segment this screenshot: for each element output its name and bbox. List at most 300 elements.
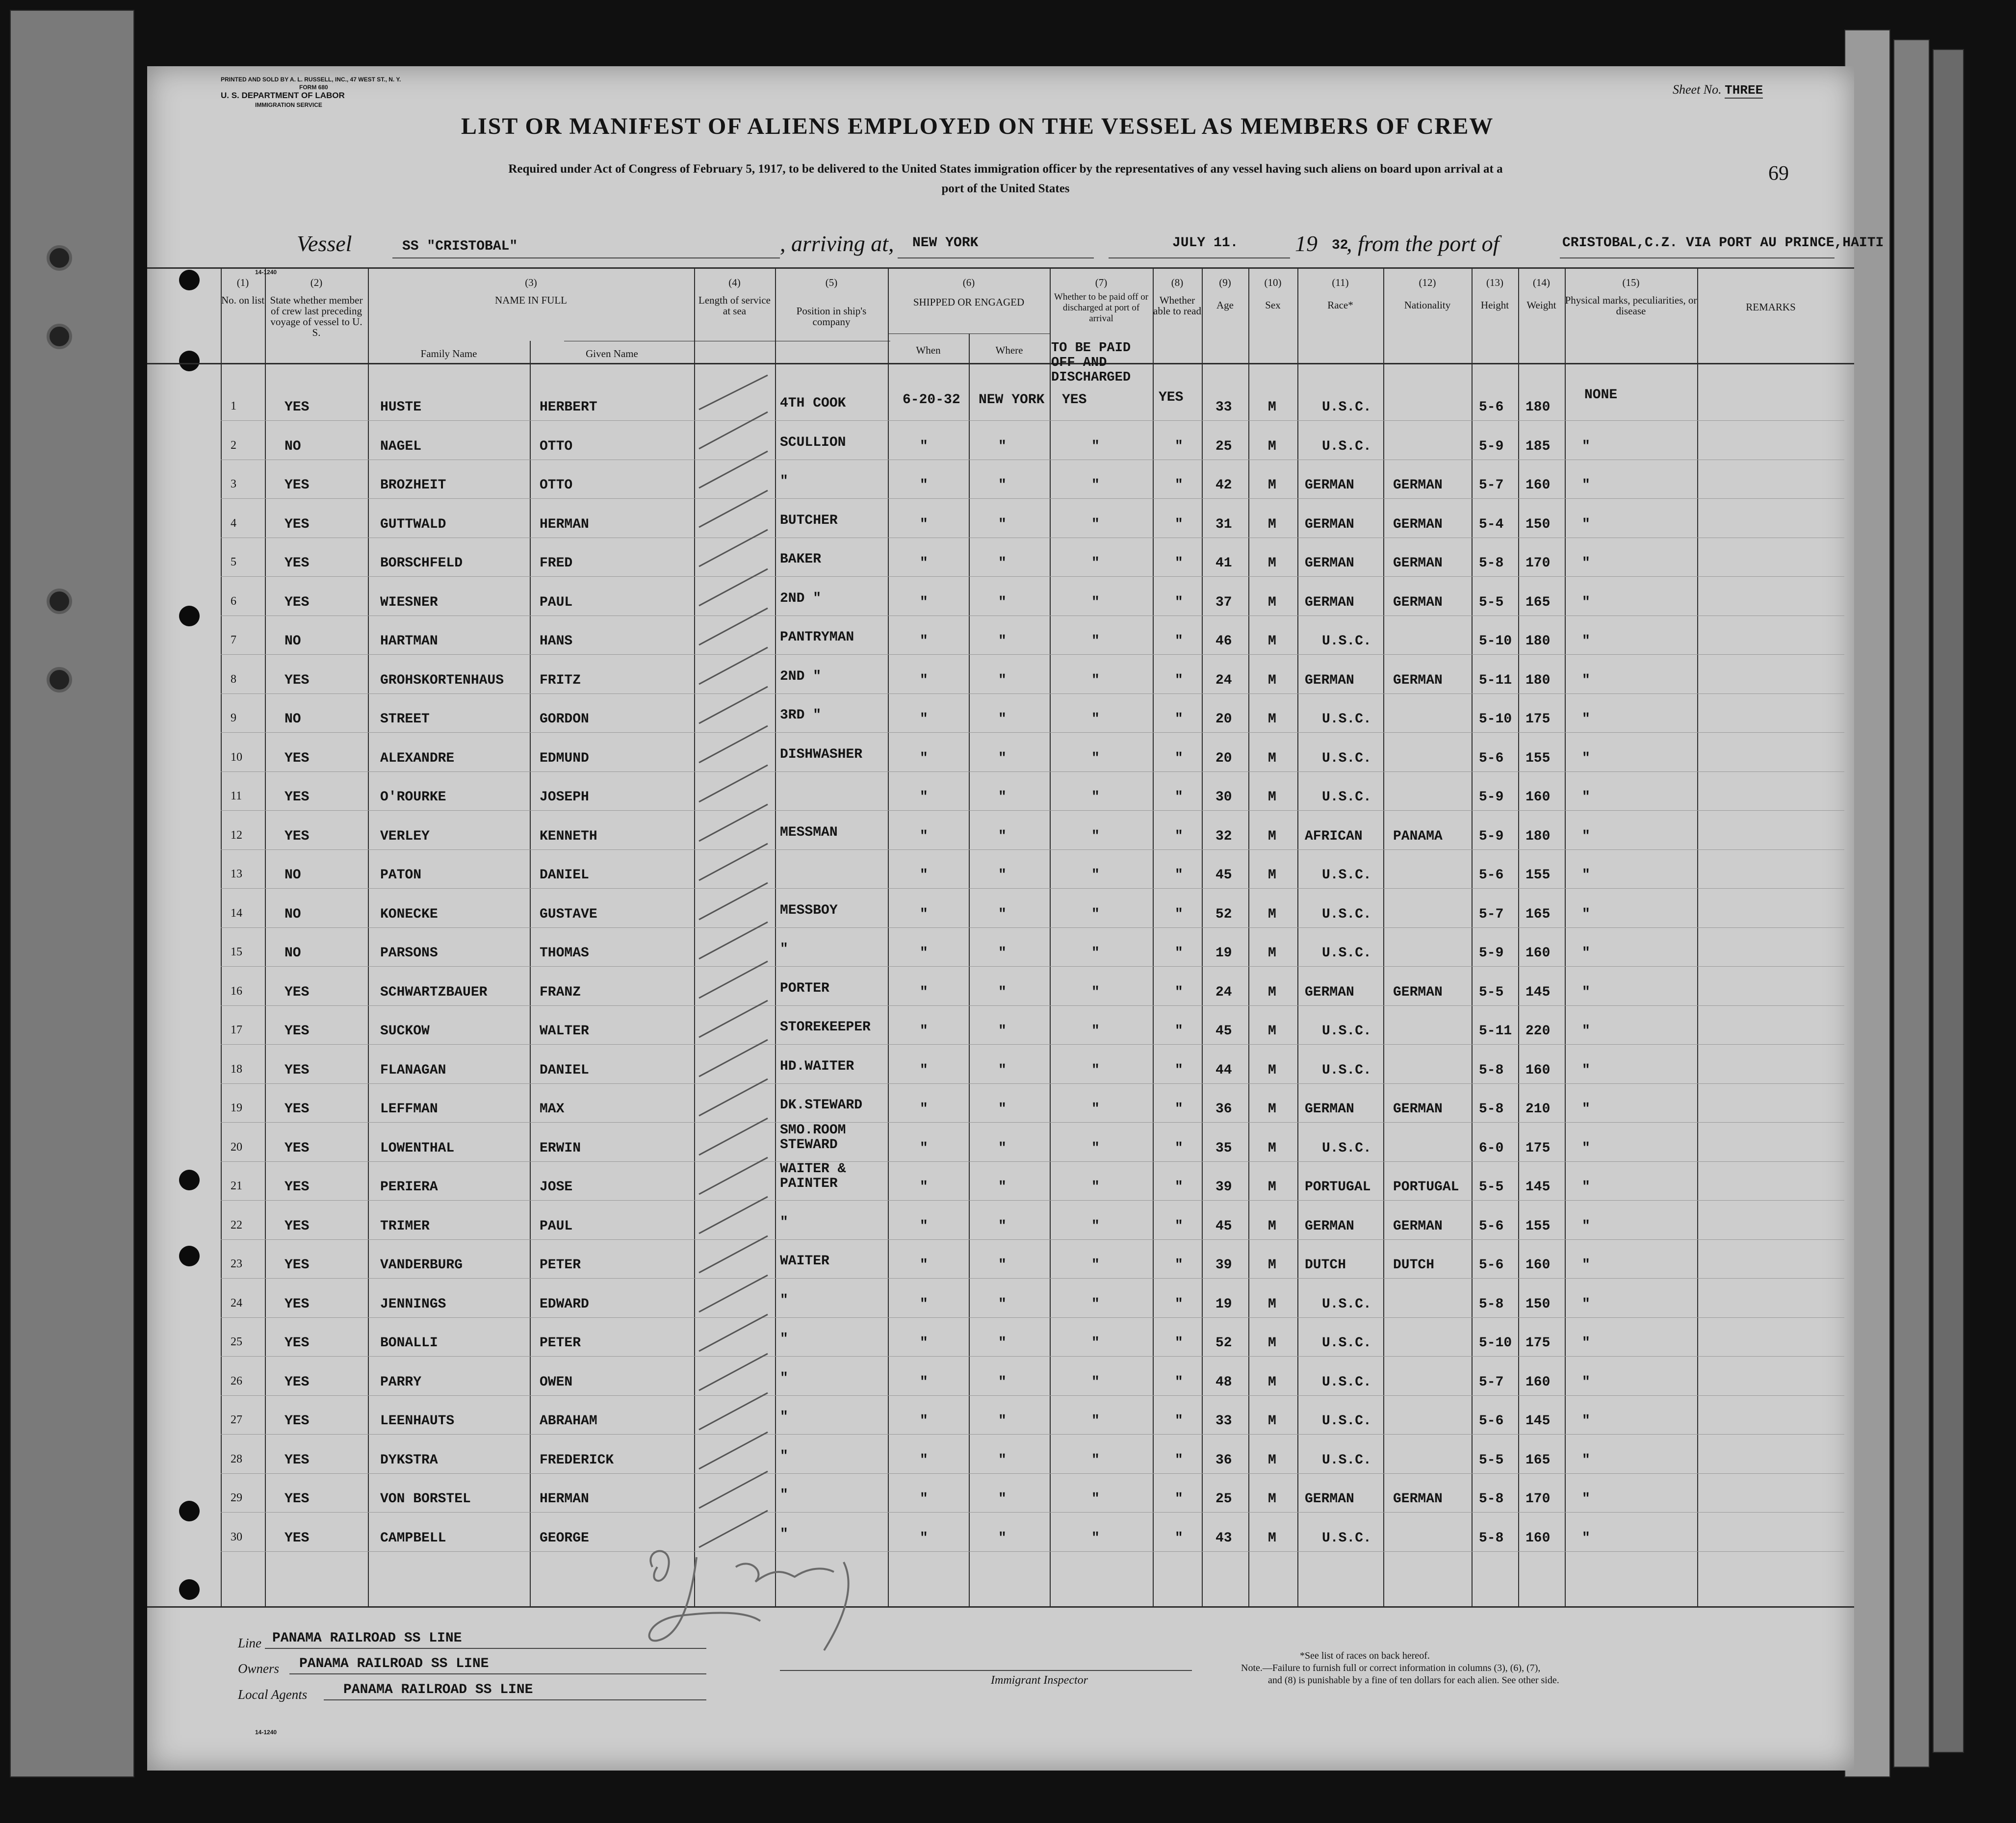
vessel-label: Vessel — [297, 231, 352, 256]
row-20-height: 6-0 — [1479, 1140, 1504, 1156]
row-1-age: 33 — [1215, 400, 1232, 415]
row-16-sex: M — [1268, 984, 1276, 1000]
binder-ring — [47, 667, 72, 693]
row-18-paid-ditto: " — [1091, 1062, 1100, 1078]
row-27-nationality: U.S.C. — [1322, 1413, 1371, 1429]
row-15-read-ditto: " — [1175, 946, 1183, 961]
row-4-race: GERMAN — [1305, 516, 1354, 532]
row-22-previous-voyage: YES — [284, 1218, 310, 1234]
row-22-weight: 155 — [1525, 1218, 1551, 1234]
row-9-read-ditto: " — [1175, 712, 1183, 727]
row-24-read-ditto: " — [1175, 1296, 1183, 1312]
table-row-rule — [221, 1005, 1844, 1006]
row-5-sex: M — [1268, 556, 1276, 571]
row-23-previous-voyage: YES — [284, 1258, 310, 1273]
row-26-height: 5-7 — [1479, 1374, 1504, 1390]
row-1-family-name: HUSTE — [380, 400, 422, 415]
table-row-rule — [221, 1122, 1844, 1123]
row-25-shipped-where-ditto: " — [998, 1335, 1007, 1351]
header-bottom-rule — [147, 363, 1854, 364]
row-26-given-name: OWEN — [540, 1374, 573, 1390]
row-28-shipped-where-ditto: " — [998, 1452, 1007, 1468]
row-9-position: 3RD " — [780, 708, 822, 723]
arriving-label: , arriving at, — [780, 231, 894, 256]
row-5-read-ditto: " — [1175, 556, 1183, 571]
row-18-height: 5-8 — [1479, 1062, 1504, 1078]
row-16-paid-ditto: " — [1091, 984, 1100, 1000]
row-15-row-number: 15 — [231, 946, 242, 958]
row-16-race: GERMAN — [1305, 984, 1354, 1000]
row-9-paid-ditto: " — [1091, 712, 1100, 727]
binder-ring — [47, 245, 72, 271]
row-30-position: " — [780, 1526, 788, 1542]
row-17-height: 5-11 — [1479, 1024, 1512, 1039]
row-5-age: 41 — [1215, 556, 1232, 571]
row-13-height: 5-6 — [1479, 868, 1504, 883]
row-4-position: BUTCHER — [780, 513, 838, 528]
row-6-previous-voyage: YES — [284, 594, 310, 610]
row-7-marks-ditto: " — [1582, 634, 1590, 649]
row-19-read-ditto: " — [1175, 1102, 1183, 1117]
row-22-read-ditto: " — [1175, 1218, 1183, 1234]
row-27-age: 33 — [1215, 1413, 1232, 1429]
row-17-previous-voyage: YES — [284, 1024, 310, 1039]
row-17-marks-ditto: " — [1582, 1024, 1590, 1039]
row-7-age: 46 — [1215, 634, 1232, 649]
row-22-nationality: GERMAN — [1393, 1218, 1443, 1234]
row-15-position: " — [780, 942, 788, 957]
sheet-label: Sheet No. — [1673, 82, 1722, 97]
row-27-shipped-where-ditto: " — [998, 1413, 1007, 1429]
row-13-nationality: U.S.C. — [1322, 868, 1371, 883]
row-8-shipped-when-ditto: " — [920, 672, 928, 688]
back-sheet-edge — [1893, 39, 1930, 1768]
row-18-position: HD.WAITER — [780, 1058, 854, 1074]
row-11-paid-ditto: " — [1091, 790, 1100, 805]
row-18-row-number: 18 — [231, 1062, 242, 1076]
row-16-age: 24 — [1215, 984, 1232, 1000]
row-16-marks-ditto: " — [1582, 984, 1590, 1000]
row-26-row-number: 26 — [231, 1374, 242, 1387]
row-1-nationality: U.S.C. — [1322, 400, 1371, 415]
row-1-sex: M — [1268, 400, 1276, 415]
row-13-read-ditto: " — [1175, 868, 1183, 883]
row-11-given-name: JOSEPH — [540, 790, 589, 805]
table-row-rule — [221, 888, 1844, 889]
row-27-family-name: LEENHAUTS — [380, 1413, 455, 1429]
races-note: *See list of races on back hereof. — [1300, 1650, 1430, 1661]
row-29-shipped-when-ditto: " — [920, 1491, 928, 1507]
row-4-paid-ditto: " — [1091, 516, 1100, 532]
row-6-row-number: 6 — [231, 594, 236, 608]
row-5-given-name: FRED — [540, 556, 573, 571]
row-22-family-name: TRIMER — [380, 1218, 430, 1234]
row-3-paid-ditto: " — [1091, 478, 1100, 493]
row-17-shipped-where-ditto: " — [998, 1024, 1007, 1039]
row-28-nationality: U.S.C. — [1322, 1452, 1371, 1468]
row-12-height: 5-9 — [1479, 828, 1504, 844]
sheet-value: THREE — [1725, 83, 1763, 98]
table-row-rule — [221, 1044, 1844, 1045]
row-8-paid-ditto: " — [1091, 672, 1100, 688]
row-26-age: 48 — [1215, 1374, 1232, 1390]
row-6-position: 2ND " — [780, 591, 822, 606]
table-row-rule — [221, 849, 1844, 850]
year-suffix: 32 — [1332, 238, 1348, 253]
row-14-given-name: GUSTAVE — [540, 906, 597, 922]
row-10-sex: M — [1268, 750, 1276, 766]
row-2-nationality: U.S.C. — [1322, 438, 1371, 454]
row-4-family-name: GUTTWALD — [380, 516, 446, 532]
col-13-header: (13) Height — [1480, 277, 1509, 311]
row-4-nationality: GERMAN — [1393, 516, 1443, 532]
row-9-weight: 175 — [1525, 712, 1551, 727]
row-5-family-name: BORSCHFELD — [380, 556, 463, 571]
row-19-nationality: GERMAN — [1393, 1102, 1443, 1117]
row-20-row-number: 20 — [231, 1140, 242, 1154]
punch-hole — [179, 270, 200, 290]
row-4-sex: M — [1268, 516, 1276, 532]
row-19-marks-ditto: " — [1582, 1102, 1590, 1117]
row-20-age: 35 — [1215, 1140, 1232, 1156]
row-20-weight: 175 — [1525, 1140, 1551, 1156]
row-9-row-number: 9 — [231, 712, 236, 724]
department: U. S. DEPARTMENT OF LABOR — [221, 91, 345, 100]
subtitle-line-1: Required under Act of Congress of February 5, 1917, to be delivered to the United States immigration officer by the representatives of any vessel having such aliens on board upon arrival at a — [508, 162, 1503, 176]
punch-hole — [179, 606, 200, 626]
table-row-rule — [221, 1200, 1844, 1201]
row-9-shipped-where-ditto: " — [998, 712, 1007, 727]
row-14-position: MESSBOY — [780, 902, 838, 918]
row-14-paid-ditto: " — [1091, 906, 1100, 922]
table-row-rule — [221, 420, 1844, 421]
signature-text — [643, 1552, 704, 1564]
row-9-given-name: GORDON — [540, 712, 589, 727]
owners-value: PANAMA RAILROAD SS LINE — [299, 1656, 489, 1671]
row-9-nationality: U.S.C. — [1322, 712, 1371, 727]
row-11-age: 30 — [1215, 790, 1232, 805]
row-19-age: 36 — [1215, 1102, 1232, 1117]
table-row-rule — [221, 1278, 1844, 1279]
row-3-read-ditto: " — [1175, 478, 1183, 493]
row-4-previous-voyage: YES — [284, 516, 310, 532]
col-8-header: (8) Whether able to read — [1153, 277, 1201, 317]
row-18-shipped-where-ditto: " — [998, 1062, 1007, 1078]
row-30-row-number: 30 — [231, 1530, 242, 1543]
row-1-marks: NONE — [1584, 387, 1618, 403]
row-6-race: GERMAN — [1305, 594, 1354, 610]
row-29-marks-ditto: " — [1582, 1491, 1590, 1507]
row-13-given-name: DANIEL — [540, 868, 589, 883]
row-23-position: WAITER — [780, 1254, 829, 1269]
table-row-rule — [221, 1356, 1844, 1357]
row-11-family-name: O'ROURKE — [380, 790, 446, 805]
owners-label: Owners — [238, 1661, 280, 1676]
row-2-paid-ditto: " — [1091, 438, 1100, 454]
punch-hole — [179, 1501, 200, 1521]
row-23-given-name: PETER — [540, 1258, 581, 1273]
row-22-shipped-when-ditto: " — [920, 1218, 928, 1234]
row-28-position: " — [780, 1448, 788, 1464]
row-10-nationality: U.S.C. — [1322, 750, 1371, 766]
row-14-shipped-when-ditto: " — [920, 906, 928, 922]
row-1-weight: 180 — [1525, 400, 1551, 415]
row-28-paid-ditto: " — [1091, 1452, 1100, 1468]
inspector-signature-line — [780, 1670, 1192, 1671]
table-row-rule — [221, 966, 1844, 967]
row-12-weight: 180 — [1525, 828, 1551, 844]
row-28-age: 36 — [1215, 1452, 1232, 1468]
row-10-position: DISHWASHER — [780, 746, 863, 762]
row-5-nationality: GERMAN — [1393, 556, 1443, 571]
table-top-rule — [147, 267, 1854, 269]
row-16-position: PORTER — [780, 980, 829, 996]
row-26-paid-ditto: " — [1091, 1374, 1100, 1390]
row-1-read: YES — [1159, 390, 1184, 405]
row-4-weight: 150 — [1525, 516, 1551, 532]
row-17-row-number: 17 — [231, 1024, 242, 1036]
row-14-height: 5-7 — [1479, 906, 1504, 922]
row-27-height: 5-6 — [1479, 1413, 1504, 1429]
row-12-position: MESSMAN — [780, 824, 838, 840]
row-15-height: 5-9 — [1479, 946, 1504, 961]
row-6-family-name: WIESNER — [380, 594, 438, 610]
row-29-previous-voyage: YES — [284, 1491, 310, 1507]
row-18-marks-ditto: " — [1582, 1062, 1590, 1078]
row-25-sex: M — [1268, 1335, 1276, 1351]
row-16-weight: 145 — [1525, 984, 1551, 1000]
row-15-previous-voyage: NO — [284, 946, 301, 961]
row-30-nationality: U.S.C. — [1322, 1530, 1371, 1546]
row-19-race: GERMAN — [1305, 1102, 1354, 1117]
row-24-family-name: JENNINGS — [380, 1296, 446, 1312]
row-7-read-ditto: " — [1175, 634, 1183, 649]
row-21-previous-voyage: YES — [284, 1180, 310, 1195]
row-14-read-ditto: " — [1175, 906, 1183, 922]
row-25-given-name: PETER — [540, 1335, 581, 1351]
col-10-header: (10) Sex — [1264, 277, 1282, 311]
row-4-read-ditto: " — [1175, 516, 1183, 532]
row-28-marks-ditto: " — [1582, 1452, 1590, 1468]
row-18-age: 44 — [1215, 1062, 1232, 1078]
service: IMMIGRATION SERVICE — [255, 102, 322, 108]
row-27-given-name: ABRAHAM — [540, 1413, 597, 1429]
row-27-row-number: 27 — [231, 1413, 242, 1426]
row-18-given-name: DANIEL — [540, 1062, 589, 1078]
row-6-shipped-when-ditto: " — [920, 594, 928, 610]
col-11-header: (11) Race* — [1327, 277, 1353, 311]
row-16-family-name: SCHWARTZBAUER — [380, 984, 488, 1000]
row-3-nationality: GERMAN — [1393, 478, 1443, 493]
row-3-weight: 160 — [1525, 478, 1551, 493]
row-4-marks-ditto: " — [1582, 516, 1590, 532]
col-3-family-header: Family Name — [420, 348, 477, 359]
row-16-given-name: FRANZ — [540, 984, 581, 1000]
row-24-sex: M — [1268, 1296, 1276, 1312]
row-26-previous-voyage: YES — [284, 1374, 310, 1390]
row-29-age: 25 — [1215, 1491, 1232, 1507]
row-28-given-name: FREDERICK — [540, 1452, 614, 1468]
row-29-shipped-where-ditto: " — [998, 1491, 1007, 1507]
table-row-rule — [221, 498, 1844, 499]
row-14-age: 52 — [1215, 906, 1232, 922]
row-30-previous-voyage: YES — [284, 1530, 310, 1546]
row-30-paid-ditto: " — [1091, 1530, 1100, 1546]
row-16-row-number: 16 — [231, 984, 242, 998]
row-3-shipped-where-ditto: " — [998, 478, 1007, 493]
row-30-family-name: CAMPBELL — [380, 1530, 446, 1546]
row-26-marks-ditto: " — [1582, 1374, 1590, 1390]
table-row-rule — [221, 1317, 1844, 1318]
row-2-previous-voyage: NO — [284, 438, 301, 454]
row-28-height: 5-5 — [1479, 1452, 1504, 1468]
row-22-sex: M — [1268, 1218, 1276, 1234]
row-9-family-name: STREET — [380, 712, 430, 727]
subtitle — [294, 159, 1717, 199]
row-5-row-number: 5 — [231, 556, 236, 568]
row-5-paid-ditto: " — [1091, 556, 1100, 571]
row-29-row-number: 29 — [231, 1491, 242, 1504]
row-20-previous-voyage: YES — [284, 1140, 310, 1156]
row-23-height: 5-6 — [1479, 1258, 1504, 1273]
row-19-height: 5-8 — [1479, 1102, 1504, 1117]
row-13-previous-voyage: NO — [284, 868, 301, 883]
row-11-height: 5-9 — [1479, 790, 1504, 805]
remarks-header: REMARKS — [1746, 301, 1796, 313]
row-10-shipped-when-ditto: " — [920, 750, 928, 766]
vessel-name: SS "CRISTOBAL" — [402, 239, 518, 254]
row-17-sex: M — [1268, 1024, 1276, 1039]
row-17-shipped-when-ditto: " — [920, 1024, 928, 1039]
table-row-rule — [221, 1083, 1844, 1084]
row-29-family-name: VON BORSTEL — [380, 1491, 471, 1507]
row-26-family-name: PARRY — [380, 1374, 422, 1390]
row-19-row-number: 19 — [231, 1102, 242, 1114]
penalty-note-line-2: and (8) is punishable by a fine of ten dollars for each alien. See other side. — [1268, 1675, 1559, 1686]
row-8-sex: M — [1268, 672, 1276, 688]
col-3-header: (3) NAME IN FULL — [495, 277, 567, 306]
page-number: 69 — [1768, 162, 1789, 185]
row-3-row-number: 3 — [231, 478, 236, 490]
row-25-age: 52 — [1215, 1335, 1232, 1351]
row-15-paid-ditto: " — [1091, 946, 1100, 961]
row-6-read-ditto: " — [1175, 594, 1183, 610]
arrival-date: JULY 11. — [1172, 235, 1239, 251]
row-16-previous-voyage: YES — [284, 984, 310, 1000]
row-29-race: GERMAN — [1305, 1491, 1354, 1507]
row-18-sex: M — [1268, 1062, 1276, 1078]
row-9-previous-voyage: NO — [284, 712, 301, 727]
row-3-race: GERMAN — [1305, 478, 1354, 493]
row-30-read-ditto: " — [1175, 1530, 1183, 1546]
printer-line: PRINTED AND SOLD BY A. L. RUSSELL, INC., 47 WEST ST., N. Y. — [221, 76, 401, 83]
row-19-given-name: MAX — [540, 1102, 565, 1117]
row-22-given-name: PAUL — [540, 1218, 573, 1234]
row-12-race: AFRICAN — [1305, 828, 1363, 844]
row-30-sex: M — [1268, 1530, 1276, 1546]
row-29-sex: M — [1268, 1491, 1276, 1507]
row-14-weight: 165 — [1525, 906, 1551, 922]
row-18-family-name: FLANAGAN — [380, 1062, 446, 1078]
row-1-position: 4TH COOK — [780, 396, 846, 411]
row-3-sex: M — [1268, 478, 1276, 493]
row-7-shipped-where-ditto: " — [998, 634, 1007, 649]
table-row-rule — [221, 1551, 1844, 1552]
row-29-given-name: HERMAN — [540, 1491, 589, 1507]
binder-ring — [47, 324, 72, 349]
row-2-weight: 185 — [1525, 438, 1551, 454]
row-23-race: DUTCH — [1305, 1258, 1346, 1273]
row-29-weight: 170 — [1525, 1491, 1551, 1507]
row-9-sex: M — [1268, 712, 1276, 727]
row-2-given-name: OTTO — [540, 438, 573, 454]
row-7-row-number: 7 — [231, 634, 236, 646]
row-24-given-name: EDWARD — [540, 1296, 589, 1312]
row-24-marks-ditto: " — [1582, 1296, 1590, 1312]
table-row-rule — [221, 1395, 1844, 1396]
page-title: LIST OR MANIFEST OF ALIENS EMPLOYED ON THE VESSEL AS MEMBERS OF CREW — [461, 113, 1494, 139]
row-18-read-ditto: " — [1175, 1062, 1183, 1078]
row-25-paid-ditto: " — [1091, 1335, 1100, 1351]
row-14-sex: M — [1268, 906, 1276, 922]
row-23-age: 39 — [1215, 1258, 1232, 1273]
col-6-where-header: Where — [995, 344, 1023, 356]
row-27-marks-ditto: " — [1582, 1413, 1590, 1429]
col-5-header: (5) Position in ship's company — [796, 277, 867, 328]
col-14-header: (14) Weight — [1526, 277, 1556, 311]
row-8-marks-ditto: " — [1582, 672, 1590, 688]
line-label: Line — [238, 1636, 262, 1650]
row-30-given-name: GEORGE — [540, 1530, 589, 1546]
row-20-position: SMO.ROOM STEWARD — [780, 1122, 846, 1153]
row-5-marks-ditto: " — [1582, 556, 1590, 571]
row-2-marks-ditto: " — [1582, 438, 1590, 454]
row-19-previous-voyage: YES — [284, 1102, 310, 1117]
row-12-row-number: 12 — [231, 828, 242, 842]
row-13-weight: 155 — [1525, 868, 1551, 883]
row-7-given-name: HANS — [540, 634, 573, 649]
arrival-port: NEW YORK — [912, 235, 979, 251]
row-10-family-name: ALEXANDRE — [380, 750, 455, 766]
row-8-weight: 180 — [1525, 672, 1551, 688]
agents-value: PANAMA RAILROAD SS LINE — [343, 1682, 533, 1697]
row-22-row-number: 22 — [231, 1218, 242, 1232]
row-17-paid-ditto: " — [1091, 1024, 1100, 1039]
row-20-shipped-where-ditto: " — [998, 1140, 1007, 1156]
row-24-weight: 150 — [1525, 1296, 1551, 1312]
row-7-weight: 180 — [1525, 634, 1551, 649]
form-code-top: 14-1240 — [255, 269, 277, 276]
row-1-shipped-where: NEW YORK — [979, 392, 1045, 408]
row-26-shipped-where-ditto: " — [998, 1374, 1007, 1390]
row-24-previous-voyage: YES — [284, 1296, 310, 1312]
row-12-nationality: PANAMA — [1393, 828, 1443, 844]
row-10-weight: 155 — [1525, 750, 1551, 766]
row-11-read-ditto: " — [1175, 790, 1183, 805]
row-2-read-ditto: " — [1175, 438, 1183, 454]
row-14-previous-voyage: NO — [284, 906, 301, 922]
row-4-given-name: HERMAN — [540, 516, 589, 532]
row-21-height: 5-5 — [1479, 1180, 1504, 1195]
row-19-weight: 210 — [1525, 1102, 1551, 1117]
row-28-read-ditto: " — [1175, 1452, 1183, 1468]
row-18-weight: 160 — [1525, 1062, 1551, 1078]
row-29-read-ditto: " — [1175, 1491, 1183, 1507]
row-8-previous-voyage: YES — [284, 672, 310, 688]
row-4-height: 5-4 — [1479, 516, 1504, 532]
table-row-rule — [221, 654, 1844, 655]
row-4-shipped-when-ditto: " — [920, 516, 928, 532]
